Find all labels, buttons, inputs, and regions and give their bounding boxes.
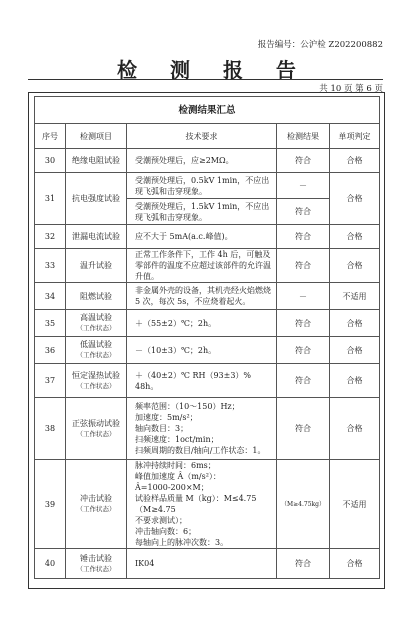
requirement-line: 频率范围：（10～150）Hz； xyxy=(135,402,240,411)
test-item xyxy=(66,337,127,364)
column-header: 检测项目 xyxy=(66,124,127,149)
verdict: 合格 xyxy=(330,310,380,337)
technical-requirement: IK04 xyxy=(127,549,277,579)
test-result: － xyxy=(277,283,330,310)
test-item-name: 正弦振动试验 xyxy=(72,418,120,428)
test-item xyxy=(66,398,127,460)
test-item-note: （工作状态） xyxy=(76,564,116,573)
verdict: 合格 xyxy=(330,249,380,283)
verdict: 合格 xyxy=(330,549,380,579)
column-header: 序号 xyxy=(35,124,66,149)
table-row xyxy=(35,549,380,579)
test-result: （M≥4.75kg） xyxy=(277,460,330,549)
requirement-line: 脉冲持续时间：6ms； xyxy=(135,461,216,470)
row-number: 38 xyxy=(35,398,66,460)
row-number: 31 xyxy=(35,173,66,225)
requirement-line: 加速度：5m/s²； xyxy=(135,413,198,422)
technical-requirement: ＋（55±2）℃；2h。 xyxy=(127,310,277,337)
test-item-note: （工作状态） xyxy=(76,429,116,438)
technical-requirement: 应不大于 5mA(a.c.峰值)。 xyxy=(127,225,277,249)
page-title: 检 测 报 告 xyxy=(117,58,309,82)
technical-requirement: ＋（40±2）℃ RH（93±3）% 48h。 xyxy=(127,364,277,398)
table-row xyxy=(35,149,380,173)
test-item: 抗电强度试验 xyxy=(66,173,127,225)
test-item: 温升试验 xyxy=(66,249,127,283)
page-info: 共 10 页 第 6 页 xyxy=(319,84,383,94)
verdict: 合格 xyxy=(330,173,380,225)
technical-requirement: 受潮预处理后，0.5kV 1min，不应出现飞弧和击穿现象。 xyxy=(127,173,277,199)
report-number: 报告编号：公沪检 Z202200882 xyxy=(257,40,383,50)
column-header: 单项判定 xyxy=(330,124,380,149)
row-number: 40 xyxy=(35,549,66,579)
verdict: 合格 xyxy=(330,398,380,460)
row-number: 32 xyxy=(35,225,66,249)
row-number: 39 xyxy=(35,460,66,549)
technical-requirement xyxy=(127,460,277,549)
test-result: 符合 xyxy=(277,549,330,579)
row-number: 30 xyxy=(35,149,66,173)
verdict: 不适用 xyxy=(330,460,380,549)
table-row xyxy=(35,310,380,337)
requirement-line: Â=1000-200×M； xyxy=(135,483,209,492)
column-header: 检测结果 xyxy=(277,124,330,149)
test-result: － xyxy=(277,173,330,199)
test-result: 符合 xyxy=(277,149,330,173)
test-item-name: 高温试验 xyxy=(80,313,112,322)
test-item xyxy=(66,460,127,549)
test-result: 符合 xyxy=(277,225,330,249)
column-header: 技术要求 xyxy=(127,124,277,149)
test-item: 阻燃试验 xyxy=(66,283,127,310)
table-row xyxy=(35,225,380,249)
verdict: 合格 xyxy=(330,337,380,364)
table-row xyxy=(35,249,380,283)
test-item-note: （工作状态） xyxy=(76,324,116,332)
technical-requirement: 受潮预处理后，1.5kV 1min，不应出现飞弧和击穿现象。 xyxy=(127,199,277,225)
test-item xyxy=(66,310,127,337)
test-item-note: （工作状态） xyxy=(76,351,116,359)
row-number: 35 xyxy=(35,310,66,337)
table-header-row xyxy=(35,124,380,149)
requirement-line: 扫频周期的数目/轴向/工作状态：1。 xyxy=(135,446,266,455)
verdict: 合格 xyxy=(330,225,380,249)
test-result: 符合 xyxy=(277,199,330,225)
test-item-name: 冲击试验 xyxy=(80,494,112,503)
test-item-name: 恒定湿热试验 xyxy=(72,370,120,380)
requirement-line: 冲击轴向数：6； xyxy=(135,527,197,536)
test-item-note: （工作状态） xyxy=(76,381,116,390)
requirement-line: 不要求测试）； xyxy=(135,516,187,525)
technical-requirement xyxy=(127,398,277,460)
summary-title: 检测结果汇总 xyxy=(35,97,380,124)
test-item: 绝缘电阻试验 xyxy=(66,149,127,173)
requirement-line: 试验样品质量 M（kg）：M≤4.75（M≥4.75 xyxy=(135,494,257,514)
test-result: 符合 xyxy=(277,249,330,283)
technical-requirement: 受潮预处理后，应≥2MΩ。 xyxy=(127,149,277,173)
test-result: 符合 xyxy=(277,337,330,364)
row-number: 33 xyxy=(35,249,66,283)
test-item xyxy=(66,549,127,579)
table-row xyxy=(35,173,380,199)
table-row xyxy=(35,398,380,460)
requirement-line: 扫频速度：1oct/min； xyxy=(135,435,219,444)
requirement-line: 峰值加速度 Â（m/s²）： xyxy=(135,472,221,481)
test-item xyxy=(66,364,127,398)
verdict: 合格 xyxy=(330,149,380,173)
row-number: 36 xyxy=(35,337,66,364)
verdict: 合格 xyxy=(330,364,380,398)
requirement-line: 轴向数目：3； xyxy=(135,424,189,433)
verdict: 不适用 xyxy=(330,283,380,310)
technical-requirement: 非金属外壳的设备，其机壳经火焰燃烧 5 次，每次 5s，不应烧着起火。 xyxy=(127,283,277,310)
test-result: 符合 xyxy=(277,398,330,460)
results-table xyxy=(34,96,380,579)
table-row xyxy=(35,337,380,364)
technical-requirement: －（10±3）℃；2h。 xyxy=(127,337,277,364)
test-item-name: 低温试验 xyxy=(80,340,112,349)
test-result: 符合 xyxy=(277,364,330,398)
table-row xyxy=(35,283,380,310)
requirement-line: 每轴向上的脉冲次数：3。 xyxy=(135,538,229,547)
test-item-note: （工作状态） xyxy=(76,505,116,513)
test-result: 符合 xyxy=(277,310,330,337)
test-item: 泄漏电流试验 xyxy=(66,225,127,249)
table-row xyxy=(35,460,380,549)
row-number: 37 xyxy=(35,364,66,398)
table-row xyxy=(35,364,380,398)
test-item-name: 锤击试验 xyxy=(80,553,112,563)
title-divider xyxy=(28,79,383,80)
row-number: 34 xyxy=(35,283,66,310)
technical-requirement: 正常工作条件下，工作 4h 后，可触及零部件的温度不应超过该部件的允许温升值。 xyxy=(127,249,277,283)
